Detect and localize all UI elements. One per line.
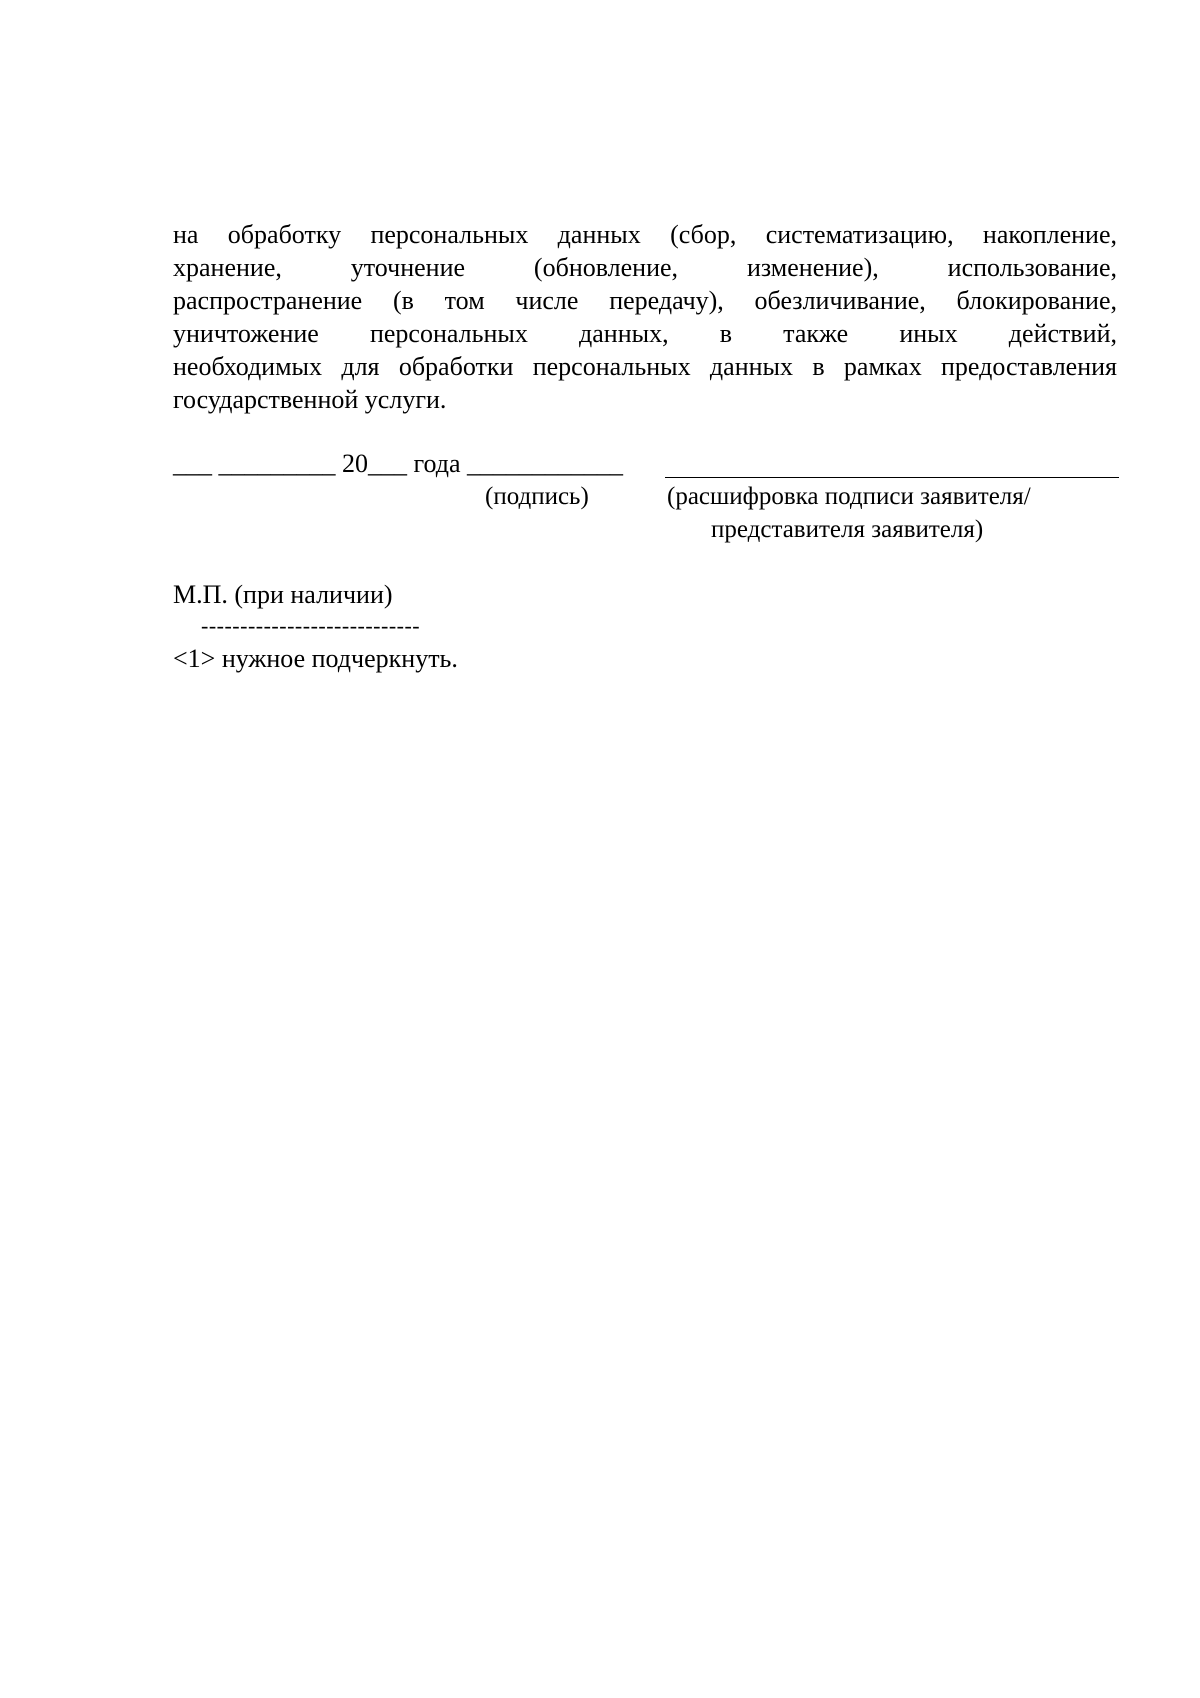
decode-caption-line2: представителя заявителя) — [711, 516, 984, 543]
decode-caption-line1: (расшифровка подписи заявителя/ — [667, 483, 1031, 510]
consent-paragraph — [173, 218, 1117, 416]
footnote-separator: ---------------------------- — [201, 613, 421, 638]
paragraph-line: необходимых для обработки персональных данных в рамках предоставления — [173, 352, 1117, 381]
signature-decode-underline — [665, 477, 1119, 478]
paragraph-line: хранение, уточнение (обновление, изменение), использование, — [173, 253, 1117, 282]
paragraph-line: на обработку персональных данных (сбор, систематизацию, накопление, — [173, 220, 1117, 249]
paragraph-line: государственной услуги. — [173, 385, 447, 414]
stamp-note: М.П. (при наличии) — [173, 580, 393, 609]
footnote: <1> нужное подчеркнуть. — [173, 644, 458, 673]
signature-caption: (подпись) — [485, 483, 589, 510]
paragraph-line: распространение (в том числе передачу), обезличивание, блокирование, — [173, 286, 1117, 315]
paragraph-line: уничтожение персональных данных, в также иных действий, — [173, 319, 1117, 348]
date-signature-line: ___ _________ 20___ года ____________ — [173, 449, 624, 478]
